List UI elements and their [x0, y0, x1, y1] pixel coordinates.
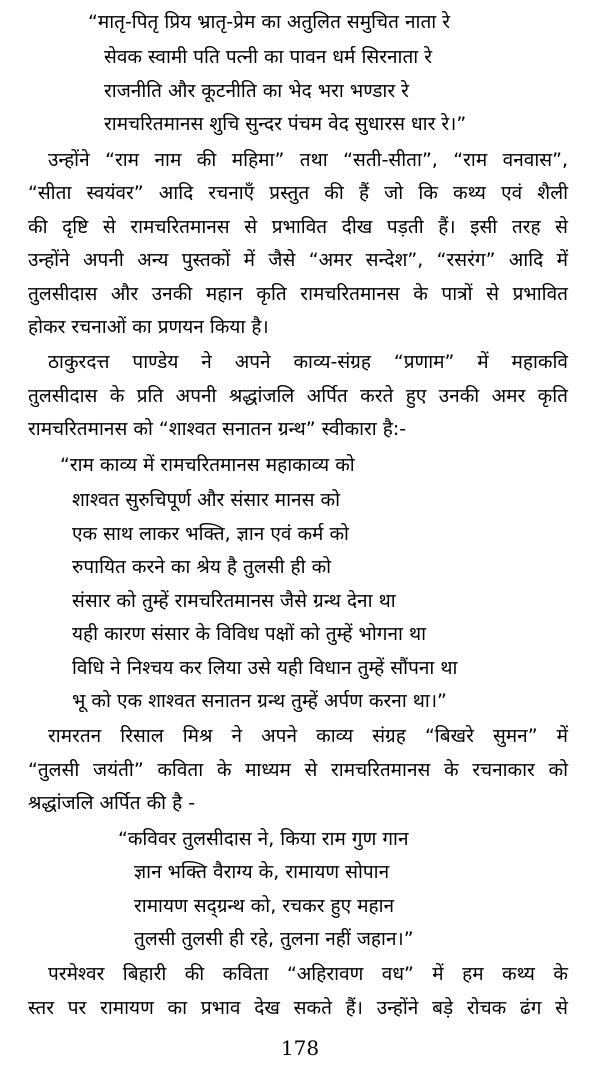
page-number: 178	[280, 1036, 320, 1060]
poem2-line-1: “राम काव्य में रामचरितमानस महाकाव्य को	[60, 454, 355, 476]
para3-line-3: श्रद्धांजलि अर्पित की है -	[28, 792, 196, 814]
para4-line-1: परमेश्वर बिहारी की कविता “अहिरावण वध” में हम कथ्य के	[48, 963, 568, 985]
poem2-line-2: शाश्वत सुरुचिपूर्ण और संसार मानस को	[72, 489, 341, 511]
para1-line-2: “सीता स्वयंवर” आदि रचनाएँ प्रस्तुत की हैं जो कि कथ्य एवं शैली	[28, 182, 568, 204]
poem2-line-8: भू को एक शाश्वत सनातन ग्रन्थ तुम्हें अर्पण करना था।”	[72, 690, 447, 712]
poem2-line-3: एक साथ लाकर भक्ति, ज्ञान एवं कर्म को	[72, 523, 349, 545]
para2-line-3: रामचरितमानस को “शाश्वत सनातन ग्रन्थ” स्वीकारा है:-	[28, 418, 407, 440]
para1-line-5: तुलसीदास और उनकी महान कृति रामचरितमानस के पात्रों से प्रभावित	[28, 283, 568, 305]
para1-line-3: की दृष्टि से रामचरितमानस से प्रभावित दीख पड़ती हैं। इसी तरह से	[28, 216, 568, 238]
para2-line-1: ठाकुरदत्त पाण्डेय ने अपने काव्य-संग्रह “प्रणाम” में महाकवि	[48, 351, 568, 373]
poem2-line-6: यही कारण संसार के विविध पक्षों को तुम्हें भोगना था	[72, 623, 427, 645]
poem1-line-2: सेवक स्वामी पति पत्नी का पावन धर्म सिरनाता रे	[104, 46, 433, 68]
poem2-line-5: संसार को तुम्हें रामचरितमानस जैसे ग्रन्थ देना था	[72, 590, 396, 612]
para2-line-2: तुलसीदास के प्रति अपनी श्रद्धांजलि अर्पित करते हुए उनकी अमर कृति	[28, 385, 568, 407]
para4-line-2: स्तर पर रामायण का प्रभाव देख सकते हैं। उन्होंने बड़े रोचक ढंग से	[28, 997, 568, 1019]
para1-line-4: उन्होंने अपनी अन्य पुस्तकों में जैसे “अमर सन्देश”, “रसरंग” आदि में	[28, 249, 568, 271]
para1-line-1: उन्होंने “राम नाम की महिमा” तथा “सती-सीता”, “राम वनवास”,	[48, 149, 568, 171]
poem1-line-3: राजनीति और कूटनीति का भेद भरा भण्डार रे	[104, 80, 409, 102]
poem3-line-1: “कविवर तुलसीदास ने, किया राम गुण गान	[118, 828, 409, 850]
para3-line-1: रामरतन रिसाल मिश्र ने अपने काव्य संग्रह “बिखरे सुमन” में	[48, 725, 568, 747]
poem2-line-4: रुपायित करने का श्रेय है तुलसी ही को	[72, 556, 332, 578]
para3-line-2: “तुलसी जयंती” कविता के माध्यम से रामचरितमानस के रचनाकार को	[28, 759, 568, 781]
poem3-line-4: तुलसी तुलसी ही रहे, तुलना नहीं जहान।”	[134, 928, 414, 950]
poem1-line-1: “मातृ-पितृ प्रिय भ्रातृ-प्रेम का अतुलित समुचित नाता रे	[88, 11, 451, 33]
poem1-line-4: रामचरितमानस शुचि सुन्दर पंचम वेद सुधारस धार रे।”	[104, 113, 467, 135]
para1-line-6: होकर रचनाओं का प्रणयन किया है।	[28, 316, 269, 338]
poem3-line-2: ज्ञान भक्ति वैराग्य के, रामायण सोपान	[134, 861, 390, 883]
poem3-line-3: रामायण सद्ग्रन्थ को, रचकर हुए महान	[134, 895, 395, 917]
poem2-line-7: विधि ने निश्चय कर लिया उसे यही विधान तुम्हें सौंपना था	[72, 657, 458, 679]
